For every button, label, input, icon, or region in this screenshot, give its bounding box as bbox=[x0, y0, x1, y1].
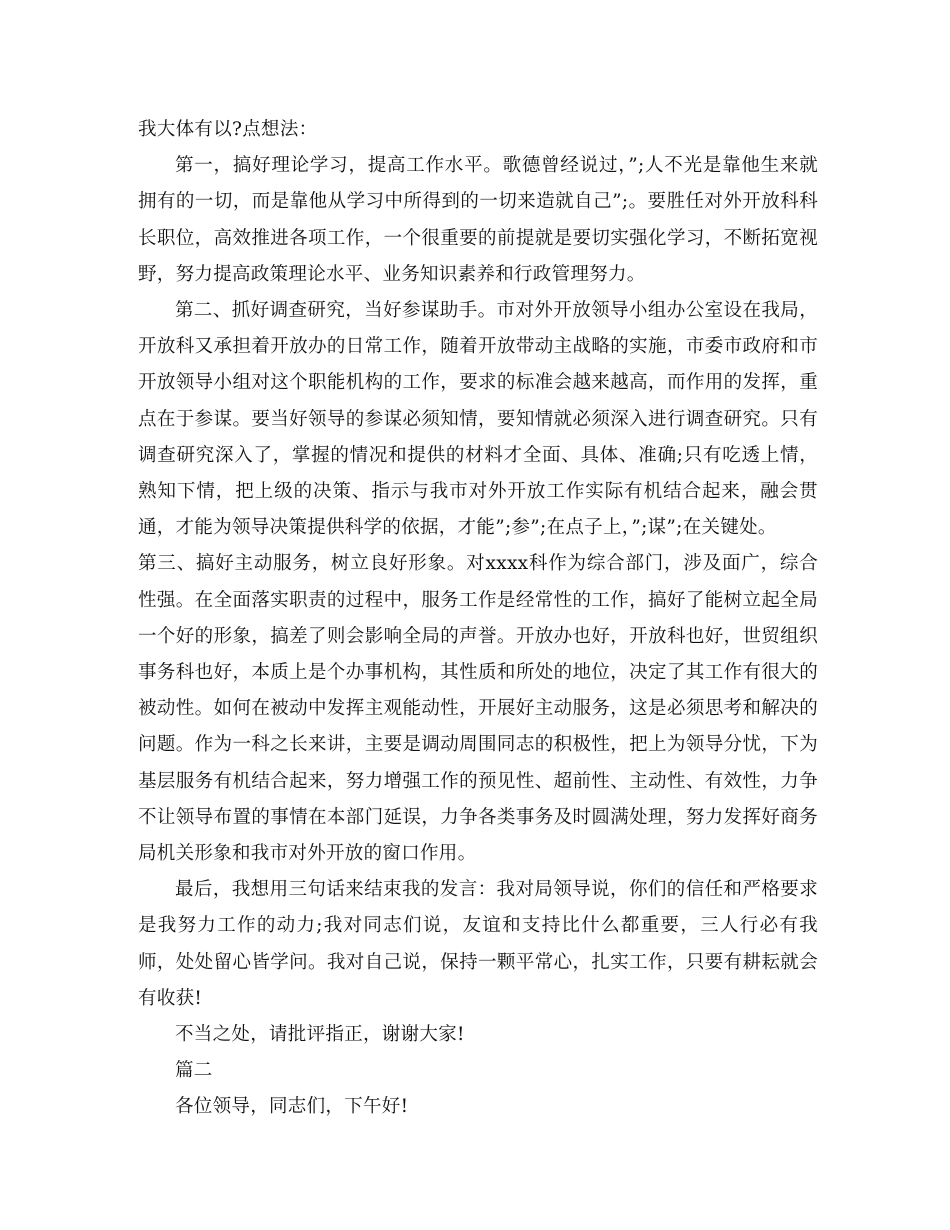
paragraph-greeting: 各位领导，同志们，下午好! bbox=[175, 1096, 409, 1118]
paragraph-third-point: 第三、搞好主动服务，树立良好形象。对xxxx科作为综合部门，涉及面广，综合性强。在全面落实职责的过程中，服务工作是经常性的工作，搞好了能树立起全局一个好的形象，搞差了则会影响全局的声誉。开放办也好，开放科也好，世贸组织事务科也好，本质上是个办事机构，其性质和所处的地位，决定了其工作有很大的被动性。如何在被动中发挥主观能动性，开展好主动服务，这是必须思考和解决的问题。作为一科之长来讲，主要是调动周围同志的积极性，把上为领导分忧，下为基层服务有机结合起来，努力增强工作的预见性、超前性、主动性、有效性，力争不让领导布置的事情在本部门延误，力争各类事务及时圆满处理，努力发挥好商务局机关形象和我市对外开放的窗口作用。 bbox=[138, 553, 818, 865]
paragraph-first-point: 第一，搞好理论学习，提高工作水平。歌德曾经说过，”;人不光是靠他生来就拥有的一切，而是靠他从学习中所得到的一切来造就自己”;。要胜任对外开放科科长职位，高效推进各项工作，一个很重要的前提就是要切实强化学习，不断拓宽视野，努力提高政策理论水平、业务知识素养和行政管理努力。 bbox=[138, 155, 818, 285]
document-body bbox=[138, 112, 818, 1126]
paragraph-second-point: 第二、抓好调查研究，当好参谋助手。市对外开放领导小组办公室设在我局，开放科又承担着开放办的日常工作，随着开放带动主战略的实施，市委市政府和市开放领导小组对这个职能机构的工作，要求的标准会越来越高，而作用的发挥，重点在于参谋。要当好领导的参谋必须知情，要知情就必须深入进行调查研究。只有调查研究深入了，掌握的情况和提供的材料才全面、具体、准确;只有吃透上情，熟知下情，把上级的决策、指示与我市对外开放工作实际有机结合起来，融会贯通，才能为领导决策提供科学的依据，才能”;参”;在点子上，”;谋”;在关键处。 bbox=[138, 300, 818, 539]
paragraph-thanks: 不当之处，请批评指正，谢谢大家! bbox=[175, 1024, 465, 1046]
paragraph-intro: 我大体有以?点想法： bbox=[138, 119, 318, 140]
section-heading-part-two: 篇二 bbox=[175, 1060, 213, 1082]
paragraph-closing: 最后，我想用三句话来结束我的发言：我对局领导说，你们的信任和严格要求是我努力工作的动力;我对同志们说，友谊和支持比什么都重要，三人行必有我师，处处留心皆学问。我对自己说，保持一颗平常心，扎实工作，只要有耕耘就会有收获! bbox=[138, 879, 818, 1009]
